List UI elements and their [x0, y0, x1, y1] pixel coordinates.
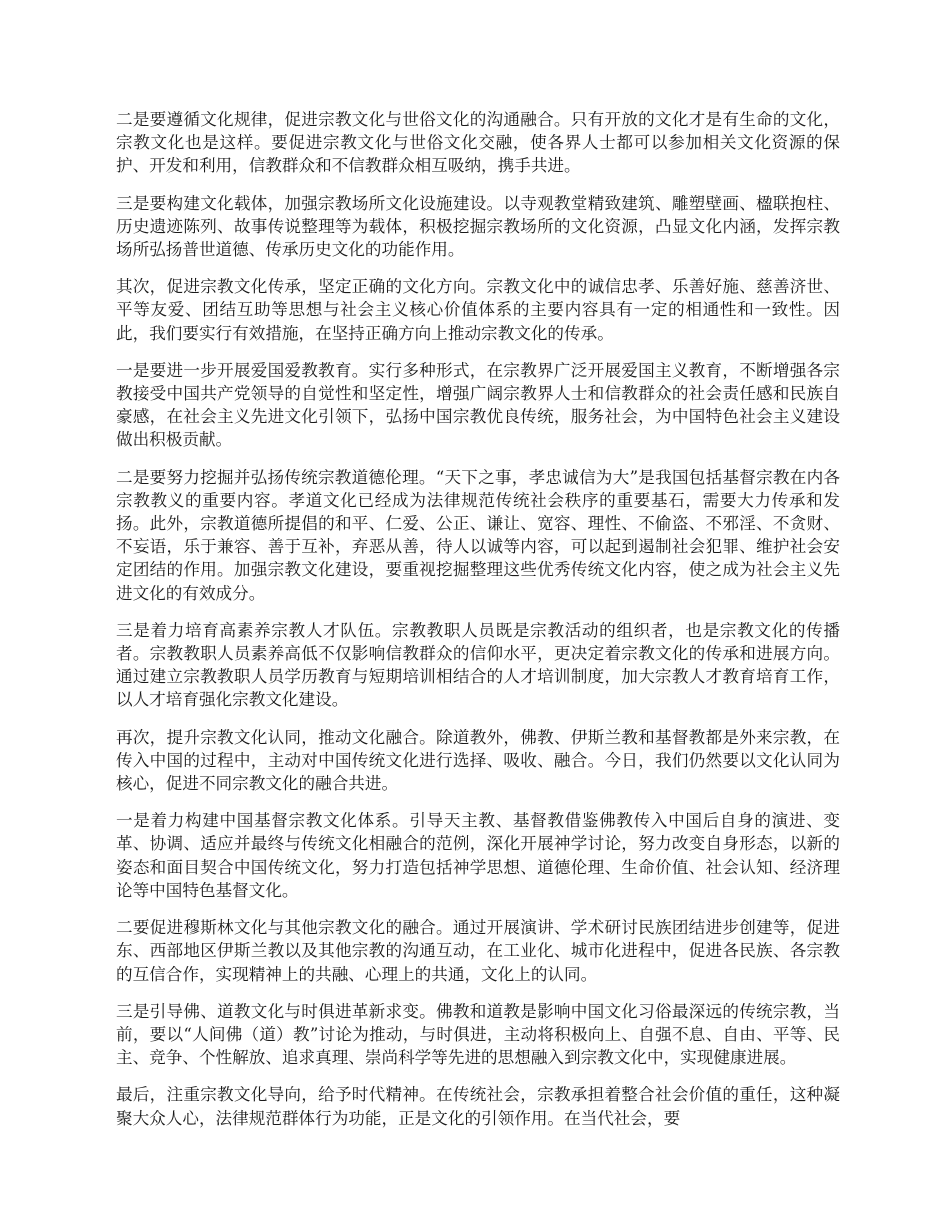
paragraph-7: 再次，提升宗教文化认同，推动文化融合。除道教外，佛教、伊斯兰教和基督教都是外来宗教，在传入中国的过程中，主动对中国传统文化进行选择、吸收、融合。今日，我们仍然要以文化认同为核心，促进不同宗教文化的融合共进。: [116, 727, 840, 794]
document-body: [116, 108, 840, 1144]
paragraph-1: 二是要遵循文化规律，促进宗教文化与世俗文化的沟通融合。只有开放的文化才是有生命的文化，宗教文化也是这样。要促进宗教文化与世俗文化交融，使各界人士都可以参加相关文化资源的保护、开发和利用，信教群众和不信教群众相互吸纳，携手共进。: [116, 110, 840, 176]
paragraph-11: 最后，注重宗教文化导向，给予时代精神。在传统社会，宗教承担着整合社会价值的重任，这种凝聚大众人心，法律规范群体行为功能，正是文化的引领作用。在当代社会，要: [116, 1085, 840, 1128]
paragraph-2: 三是要构建文化载体，加强宗教场所文化设施建设。以寺观教堂精致建筑、雕塑壁画、楹联抱柱、历史遗迹陈列、故事传说整理等为载体，积极挖掘宗教场所的文化资源，凸显文化内涵，发挥宗教场所弘扬普世道德、传承历史文化的功能作用。: [116, 193, 840, 260]
paragraph-5: 二是要努力挖掘并弘扬传统宗教道德伦理。“天下之事，孝忠诚信为大”是我国包括基督宗教在内各宗教教义的重要内容。孝道文化已经成为法律规范传统社会秩序的重要基石，需要大力传承和发扬。此外，宗教道德所提倡的和平、仁爱、公正、谦让、宽容、理性、不偷盗、不邪淫、不贪财、不妄语，乐于兼容、善于互补，弃恶从善，待人以诚等内容，可以起到遏制社会犯罪、维护社会安定团结的作用。加强宗教文化建设，要重视挖掘整理这些优秀传统文化内容，使之成为社会主义先进文化的有效成分。: [116, 467, 840, 603]
paragraph-3: 其次，促进宗教文化传承，坚定正确的文化方向。宗教文化中的诚信忠孝、乐善好施、慈善济世、平等友爱、团结互助等思想与社会主义核心价值体系的主要内容具有一定的相通性和一致性。因此，我们要实行有效措施，在坚持正确方向上推动宗教文化的传承。: [116, 277, 840, 343]
paragraph-4: 一是要进一步开展爱国爱教教育。实行多种形式，在宗教界广泛开展爱国主义教育，不断增强各宗教接受中国共产党领导的自觉性和坚定性，增强广阔宗教界人士和信教群众的社会责任感和民族自豪感，在社会主义先进文化引领下，弘扬中国宗教优良传统，服务社会，为中国特色社会主义建设做出积极贡献。: [116, 360, 840, 450]
paragraph-9: 二要促进穆斯林文化与其他宗教文化的融合。通过开展演讲、学术研讨民族团结进步创建等，促进东、西部地区伊斯兰教以及其他宗教的沟通互动，在工业化、城市化进程中，促进各民族、各宗教的互信合作，实现精神上的共融、心理上的共通，文化上的认同。: [116, 918, 840, 984]
paragraph-6: 三是着力培育高素养宗教人才队伍。宗教教职人员既是宗教活动的组织者，也是宗教文化的传播者。宗教教职人员素养高低不仅影响信教群众的信仰水平，更决定着宗教文化的传承和进展方向。通过建立宗教教职人员学历教育与短期培训相结合的人才培训制度，加大宗教人才教育培育工作，以人才培育强化宗教文化建设。: [116, 620, 840, 710]
paragraph-8: 一是着力构建中国基督宗教文化体系。引导天主教、基督教借鉴佛教传入中国后自身的演进、变革、协调、适应并最终与传统文化相融合的范例，深化开展神学讨论，努力改变自身形态，以新的姿态和面目契合中国传统文化，努力打造包括神学思想、道德伦理、生命价值、社会认知、经济理论等中国特色基督文化。: [116, 811, 840, 900]
paragraph-10: 三是引导佛、道教文化与时俱进革新求变。佛教和道教是影响中国文化习俗最深远的传统宗教，当前，要以“人间佛（道）教”讨论为推动，与时俱进，主动将积极向上、自强不息、自由、平等、民主、竞争、个性解放、追求真理、崇尚科学等先进的思想融入到宗教文化中，实现健康进展。: [116, 1001, 840, 1068]
